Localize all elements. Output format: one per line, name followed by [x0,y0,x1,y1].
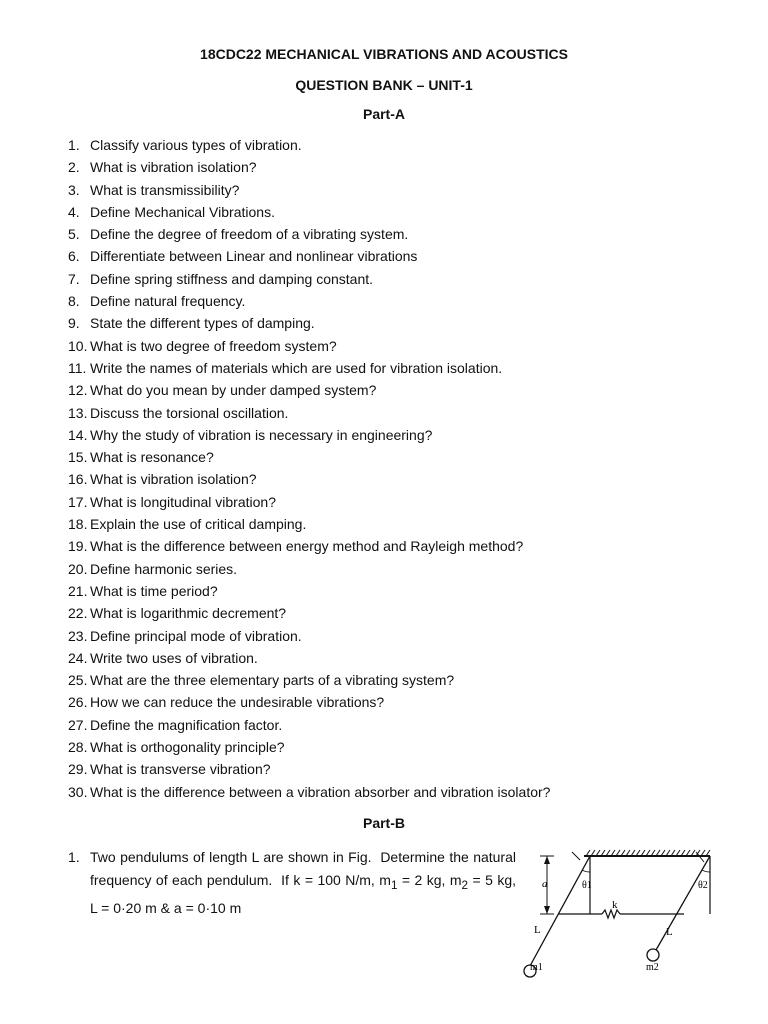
theta1-pointer [572,852,580,860]
question-text: What is the difference between a vibration absorber and vibration isolator? [90,783,551,800]
question-item [68,312,550,334]
question-text: Discuss the torsional oscillation. [90,404,289,421]
question-item [68,335,550,357]
question-number: 29. [68,761,88,778]
question-text: What is resonance? [90,449,214,466]
question-number: 12. [68,382,88,399]
question-item [68,446,550,468]
question-item [68,201,550,223]
question-number: 24. [68,649,88,666]
question-item [68,781,550,803]
question-number: 16. [68,471,88,488]
question-text: What is longitudinal vibration? [90,493,276,510]
label-a: a [542,878,548,890]
document-subtitle: QUESTION BANK – UNIT-1 [295,77,473,93]
question-item [68,691,550,713]
question-item [68,179,550,201]
question-text: Define Mechanical Vibrations. [90,203,275,220]
question-number: 22. [68,605,88,622]
question-item [68,468,550,490]
question-number: 5. [68,226,80,243]
question-number: 4. [68,203,80,220]
question-number: 30. [68,783,88,800]
document-title: 18CDC22 MECHANICAL VIBRATIONS AND ACOUSTICS [200,46,568,62]
question-number: 7. [68,270,80,287]
question-text: Define the degree of freedom of a vibrating system. [90,226,409,243]
question-number: 20. [68,560,88,577]
left-pendulum-rod [530,856,590,966]
part-a-question-list [68,134,550,803]
question-number: 14. [68,426,88,443]
spring [602,910,620,918]
question-item [68,602,550,624]
question-number: 23. [68,627,88,644]
question-number: 11. [68,359,87,376]
question-item [68,134,550,156]
question-item [68,736,550,758]
dimension-arrow-bottom [544,906,550,914]
label-theta2: θ2 [698,880,708,891]
question-text: Define natural frequency. [90,293,246,310]
mass-m2 [647,949,659,961]
question-number: 10. [68,337,88,354]
question-text: What is logarithmic decrement? [90,605,287,622]
question-item [68,491,550,513]
label-L-left: L [534,924,541,936]
question-text: What is the difference between energy method and Rayleigh method? [90,538,524,555]
label-theta1: θ1 [582,880,592,891]
question-number: 25. [68,672,88,689]
question-number: 3. [68,181,80,198]
question-number: 1. [68,137,80,153]
question-number: 9. [68,315,80,332]
question-number: 26. [68,694,88,711]
question-item [68,223,550,245]
question-item [68,402,550,424]
question-number: 17. [68,493,88,510]
question-number: 6. [68,248,80,265]
question-number: 18. [68,516,88,533]
dimension-arrow-top [544,856,550,864]
right-pendulum-rod [656,856,710,950]
question-text: What is orthogonality principle? [90,739,285,756]
question-number: 15. [68,449,88,466]
question-text: Define spring stiffness and damping constant. [90,270,374,287]
question-number: 2. [68,159,80,176]
question-item [68,424,550,446]
question-text: Write the names of materials which are used for vibration isolation. [90,359,503,376]
theta1-arc [582,870,590,872]
question-text: Why the study of vibration is necessary in engineering? [90,426,433,443]
label-L-right: L [666,926,673,938]
question-item [68,357,550,379]
part-b-question [68,846,518,919]
question-item [68,290,550,312]
question-number: 19. [68,538,88,555]
question-item [68,268,550,290]
question-item [68,558,550,580]
label-k: k [612,899,618,911]
theta2-arc [702,870,710,872]
question-item [68,758,550,780]
question-item [68,647,550,669]
question-text: Write two uses of vibration. [90,649,258,666]
two-pendulum-figure [520,838,708,978]
question-number: 13. [68,404,88,421]
question-item [68,379,550,401]
question-text: What is two degree of freedom system? [90,337,337,354]
question-text: Define the magnification factor. [90,716,283,733]
question-item [68,580,550,602]
question-text: Two pendulums of length L are shown in Fig. Determine the natural frequency of each pendulum. If k = 100 N/m, $m_1 = 2$ kg, $m_2 = 5$ kg, L = 0·20 m & a = 0·10 m [90,849,517,916]
question-text: Classify various types of vibration. [90,137,302,153]
question-text: Explain the use of critical damping. [90,516,307,533]
question-text: What are the three elementary parts of a vibrating system? [90,672,455,689]
question-number: 8. [68,293,80,310]
question-item [68,625,550,647]
question-item [68,156,550,178]
question-text: State the different types of damping. [90,315,315,332]
question-number: 1. [68,849,80,865]
question-item [68,669,550,691]
question-item [68,714,550,736]
question-text: Differentiate between Linear and nonlinear vibrations [90,248,418,265]
question-text: What is vibration isolation? [90,159,257,176]
question-text: How we can reduce the undesirable vibrations? [90,694,385,711]
question-text: What do you mean by under damped system? [90,382,377,399]
question-number: 28. [68,739,88,756]
question-text: What is transmissibility? [90,181,240,198]
question-text: What is transverse vibration? [90,761,271,778]
part-a-heading: Part-A [362,106,405,122]
question-item [68,513,550,535]
question-text: Define harmonic series. [90,560,238,577]
label-m2: m2 [646,962,659,973]
question-item [68,245,550,267]
question-text: Define principal mode of vibration. [90,627,302,644]
question-text: What is vibration isolation? [90,471,257,488]
question-number: 27. [68,716,88,733]
label-m1: m1 [530,962,543,973]
question-text: What is time period? [90,582,218,599]
question-item [68,535,550,557]
question-number: 21. [68,582,88,599]
part-b-heading: Part-B [362,815,405,831]
